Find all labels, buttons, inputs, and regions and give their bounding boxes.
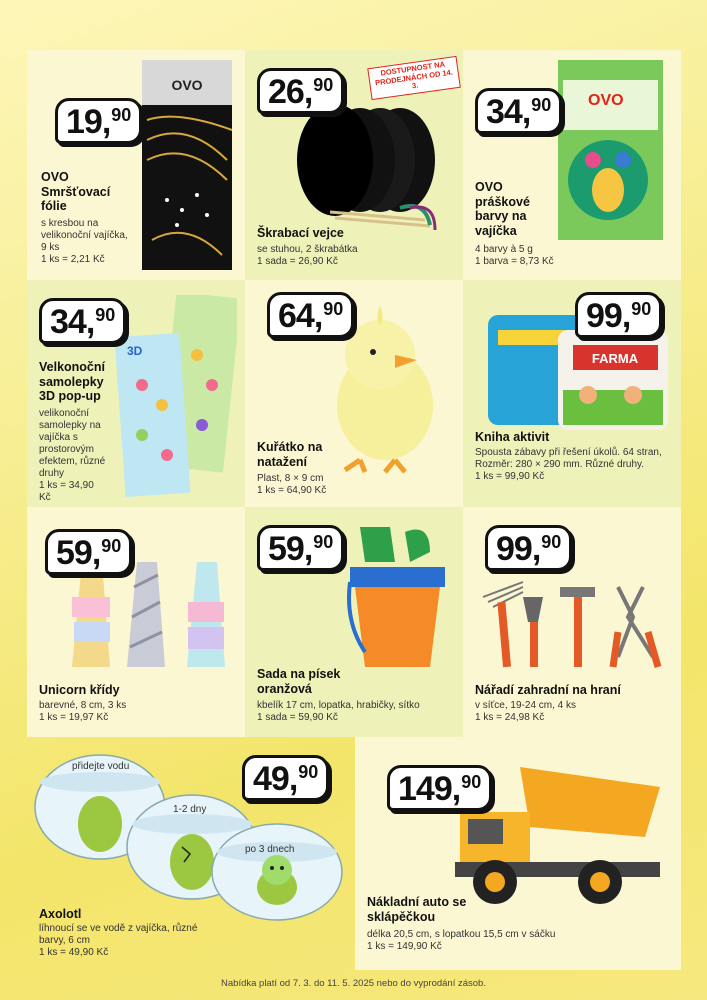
price-tag: 49 , 90: [242, 755, 329, 801]
product-card-ovo-foil[interactable]: [27, 50, 245, 280]
price-tag: 64 , 90: [267, 292, 354, 338]
svg-text:3D: 3D: [127, 344, 143, 358]
product-title: Škrabací vejce: [257, 226, 344, 240]
product-description: 4 barvy à 5 g 1 barva = 8,73 Kč: [475, 244, 554, 267]
svg-text:OVO: OVO: [171, 77, 203, 93]
product-description: Spousta zábavy při řešení úkolů. 64 stran, Rozměr: 280 × 290 mm. Různé druhy. 1 ks = 99,90 Kč: [475, 447, 662, 482]
product-image: [478, 577, 668, 672]
product-image: [112, 295, 237, 500]
product-description: délka 20,5 cm, s lopatkou 15,5 cm v sáčku 1 ks = 149,90 Kč: [367, 929, 556, 952]
product-description: kbelík 17 cm, lopatka, hrabičky, sítko 1 sada = 59,90 Kč: [257, 700, 420, 723]
product-description: v síťce, 19-24 cm, 4 ks 1 ks = 24,98 Kč: [475, 700, 577, 723]
product-card-3d-stickers[interactable]: [27, 280, 245, 507]
price-tag: 99 , 90: [575, 292, 662, 338]
product-title: OVO práškové barvy na vajíčka: [475, 180, 530, 238]
price-tag: 19 , 90: [55, 98, 142, 144]
product-card-dump-truck[interactable]: [355, 737, 681, 970]
step-label: po 3 dnech: [245, 844, 295, 855]
price-tag: 59 , 90: [257, 525, 344, 571]
product-title: OVO Smršťovací fólie: [41, 170, 111, 213]
product-card-activity-book[interactable]: [463, 280, 681, 507]
product-image: [62, 557, 227, 677]
product-title: Nákladní auto se sklápěčkou: [367, 895, 467, 924]
validity-footer: Nabídka platí od 7. 3. do 11. 5. 2025 nebo do vyprodání zásob.: [221, 978, 486, 989]
product-card-sand-set[interactable]: [245, 507, 463, 737]
availability-badge: DOSTUPNOST NA PRODEJNÁCH OD 14. 3.: [367, 56, 461, 100]
product-title: Axolotl: [39, 907, 82, 921]
product-card-wind-up-chick[interactable]: [245, 280, 463, 507]
price-tag: 149 , 90: [387, 765, 492, 811]
product-title: Kuřátko na natažení: [257, 440, 323, 469]
product-card-ovo-powder[interactable]: [463, 50, 681, 280]
price-tag: 59 , 90: [45, 529, 132, 575]
product-description: Plast, 8 × 9 cm 1 ks = 64,90 Kč: [257, 473, 327, 496]
product-title: Kniha aktivit: [475, 430, 550, 444]
svg-text:FARMA: FARMA: [591, 351, 639, 366]
product-title: Nářadí zahradní na hraní: [475, 683, 621, 697]
product-description: se stuhou, 2 škrabátka 1 sada = 26,90 Kč: [257, 244, 358, 267]
product-card-garden-tools[interactable]: [463, 507, 681, 737]
price-tag: 34 , 90: [475, 88, 562, 134]
price-tag: 34 , 90: [39, 298, 126, 344]
product-title: Velkonoční samolepky 3D pop-up: [39, 360, 105, 403]
product-title: Unicorn křídy: [39, 683, 120, 697]
price-tag: 99 , 90: [485, 525, 572, 571]
product-image: [345, 522, 455, 672]
product-description: velikonoční samolepky na vajíčka s prostorovým efektem, různé druhy 1 ks = 34,90 Kč: [39, 408, 106, 503]
svg-text:OVO: OVO: [588, 92, 624, 109]
price-tag: 26 , 90: [257, 68, 344, 114]
product-image: [137, 60, 237, 275]
product-card-axolotl[interactable]: [27, 737, 345, 970]
step-label: přidejte vodu: [72, 761, 130, 772]
product-description: líhnoucí se ve vodě z vajíčka, různé barvy, 6 cm 1 ks = 49,90 Kč: [39, 923, 198, 958]
product-image: [558, 60, 663, 240]
product-description: barevné, 8 cm, 3 ks 1 ks = 19,97 Kč: [39, 700, 127, 723]
product-title: Sada na písek oranžová: [257, 667, 341, 696]
product-card-unicorn-chalk[interactable]: [27, 507, 245, 737]
product-card-scratch-eggs[interactable]: [245, 50, 463, 280]
product-description: s kresbou na velikonoční vajíčka, 9 ks 1 ks = 2,21 Kč: [41, 218, 128, 265]
step-label: 1-2 dny: [173, 804, 207, 815]
